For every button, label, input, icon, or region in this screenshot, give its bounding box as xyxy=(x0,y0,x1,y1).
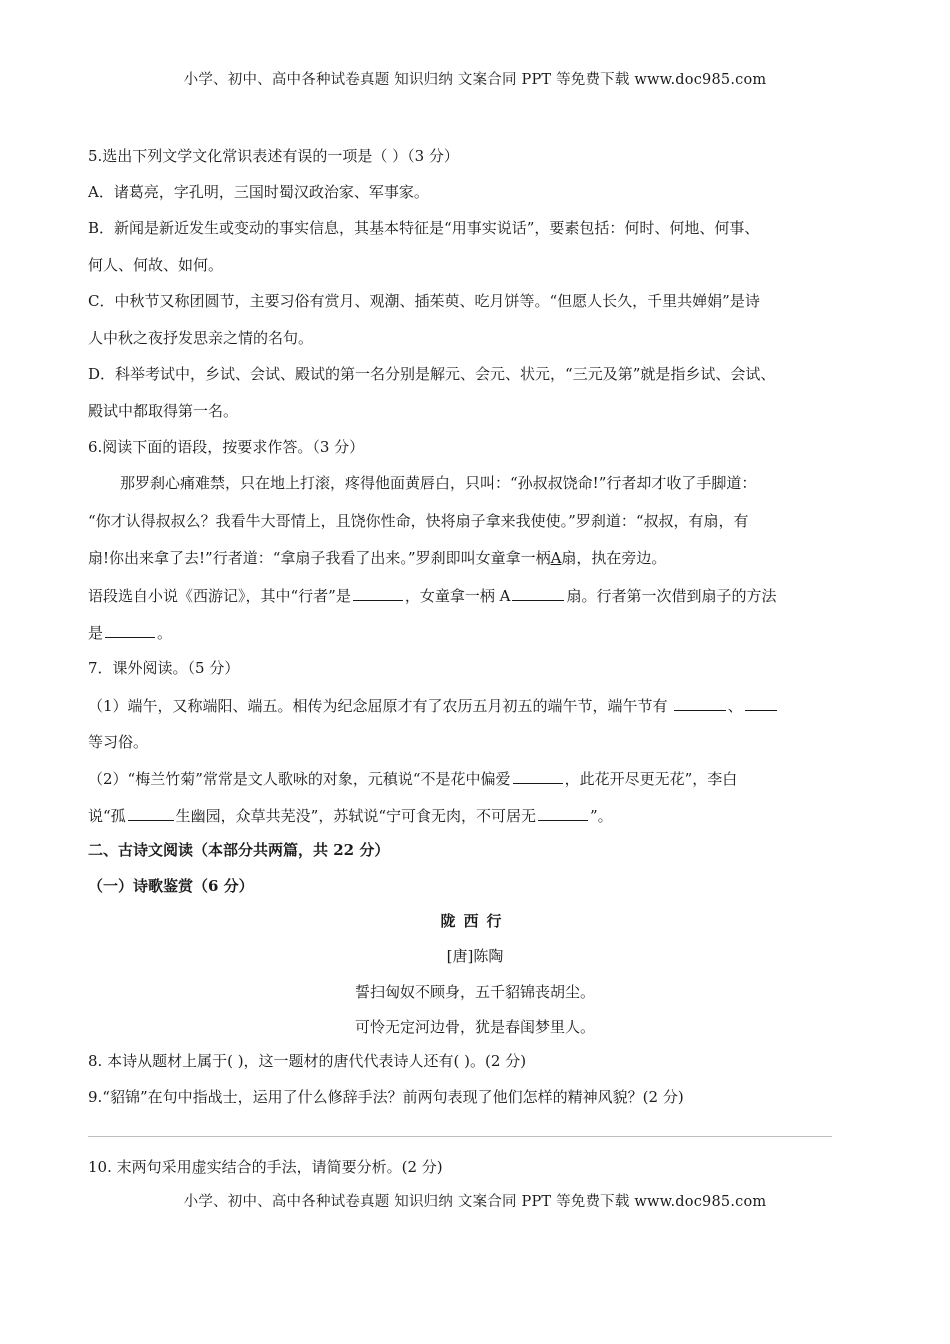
q5-option-b-line2: 何人、何故、如何。 xyxy=(88,256,224,274)
page-footer: 小学、初中、高中各种试卷真题 知识归纳 文案合同 PPT 等免费下载 www.doc985.com xyxy=(183,1194,767,1210)
q7-sub2-text-c: 说“孤 xyxy=(88,807,126,825)
q6-passage-line1: 那罗刹心痛难禁，只在地上打滚，疼得他面黄唇白，只叫：“孙叔叔饶命!”行者却才收了手脚道： xyxy=(120,474,757,492)
q9-text: 9.“貂锦”在句中指战士，运用了什么修辞手法？前两句表现了他们怎样的精神风貌？(2 分) xyxy=(88,1088,684,1106)
q7-sub2-line1 xyxy=(88,768,737,789)
answer-blank[interactable] xyxy=(674,695,726,711)
q6-ask-text-e: 。 xyxy=(157,624,173,642)
q5-option-c-line2: 人中秋之夜抒发思亲之情的名句。 xyxy=(88,329,314,347)
q5-stem: 5.选出下列文学文化常识表述有误的一项是（ ）（3 分） xyxy=(88,147,459,165)
answer-blank[interactable] xyxy=(513,768,563,784)
q7-sub2-text-b: ，此花开尽更无花”，李白 xyxy=(564,770,738,788)
q7-stem: 7．课外阅读。（5 分） xyxy=(88,659,240,677)
q10-text: 10. 末两句采用虚实结合的手法，请简要分析。(2 分) xyxy=(88,1158,443,1176)
q6-passage-text-a: 扇!你出来拿了去!”行者道：“拿扇子我看了出来。”罗刹即叫女童拿一柄 xyxy=(88,549,551,567)
q6-question-line1 xyxy=(88,585,776,606)
answer-blank[interactable] xyxy=(512,585,564,601)
q6-ask-text-b: ，女童拿一柄 A xyxy=(404,587,511,605)
section2-title: 二、古诗文阅读（本部分共两篇，共 22 分） xyxy=(88,841,390,859)
q6-passage-line3 xyxy=(88,548,666,568)
q7-sub2-text-d: 生幽园，众草共芜没”，苏轼说“宁可食无肉，不可居无 xyxy=(175,807,537,825)
q6-passage-line2: “你才认得叔叔么？我看牛大哥情上，且饶你性命，快将扇子拿来我使使。”罗刹道：“叔叔，有扇，有 xyxy=(88,512,749,530)
q6-mark-a: A xyxy=(550,549,562,567)
answer-blank[interactable] xyxy=(128,805,174,821)
q5-option-d-line1: D．科举考试中，乡试、会试、殿试的第一名分别是解元、会元、状元，“三元及第”就是指乡试、会试、 xyxy=(88,365,776,383)
q6-ask-text-c: 扇。行者第一次借到扇子的方法 xyxy=(566,587,777,605)
poem-line2: 可怜无定河边骨，犹是春闺梦里人。 xyxy=(354,1018,595,1036)
q6-passage-text-b: 扇，执在旁边。 xyxy=(561,549,667,567)
poem-line1: 誓扫匈奴不顾身，五千貂锦丧胡尘。 xyxy=(354,983,595,1001)
q5-option-c-line1: C．中秋节又称团圆节，主要习俗有赏月、观潮、插茱萸、吃月饼等。“但愿人长久，千里共婵娟”是诗 xyxy=(88,292,760,310)
page-header: 小学、初中、高中各种试卷真题 知识归纳 文案合同 PPT 等免费下载 www.doc985.com xyxy=(183,72,767,88)
q5-option-a: A．诸葛亮，字孔明，三国时蜀汉政治家、军事家。 xyxy=(88,183,429,201)
answer-blank[interactable] xyxy=(105,622,155,638)
q7-sub2-text-e: ”。 xyxy=(590,807,613,825)
q7-sub1-line2: 等习俗。 xyxy=(88,733,149,751)
q5-option-d-line2: 殿试中都取得第一名。 xyxy=(88,402,239,420)
q8-text: 8. 本诗从题材上属于( )，这一题材的唐代代表诗人还有( )。(2 分) xyxy=(88,1052,527,1070)
answer-blank[interactable] xyxy=(538,805,588,821)
q7-sub1-text-b: 、 xyxy=(727,697,743,715)
q5-option-b-line1: B．新闻是新近发生或变动的事实信息，其基本特征是“用事实说话”，要素包括：何时、何地、何事、 xyxy=(88,219,760,237)
section2-subtitle: （一）诗歌鉴赏（6 分） xyxy=(88,877,254,895)
q7-sub1-line1 xyxy=(88,695,779,716)
q7-sub1-text-a: （1）端午，又称端阳、端五。相传为纪念屈原才有了农历五月初五的端午节，端午节有 xyxy=(88,697,668,715)
poem-author: [唐]陈陶 xyxy=(446,947,504,965)
q7-sub2-text-a: （2）“梅兰竹菊”常常是文人歌咏的对象，元稹说“不是花中偏爱 xyxy=(88,770,511,788)
answer-blank[interactable] xyxy=(745,695,777,711)
poem-title: 陇西行 xyxy=(440,912,510,930)
q6-ask-text-d: 是 xyxy=(88,624,104,642)
q6-ask-text-a: 语段选自小说《西游记》，其中“行者”是 xyxy=(88,587,351,605)
q6-question-line2 xyxy=(88,622,172,643)
q6-stem: 6.阅读下面的语段，按要求作答。（3 分） xyxy=(88,438,365,456)
q7-sub2-line2 xyxy=(88,805,613,826)
answer-blank[interactable] xyxy=(353,585,403,601)
answer-line[interactable] xyxy=(88,1136,832,1137)
